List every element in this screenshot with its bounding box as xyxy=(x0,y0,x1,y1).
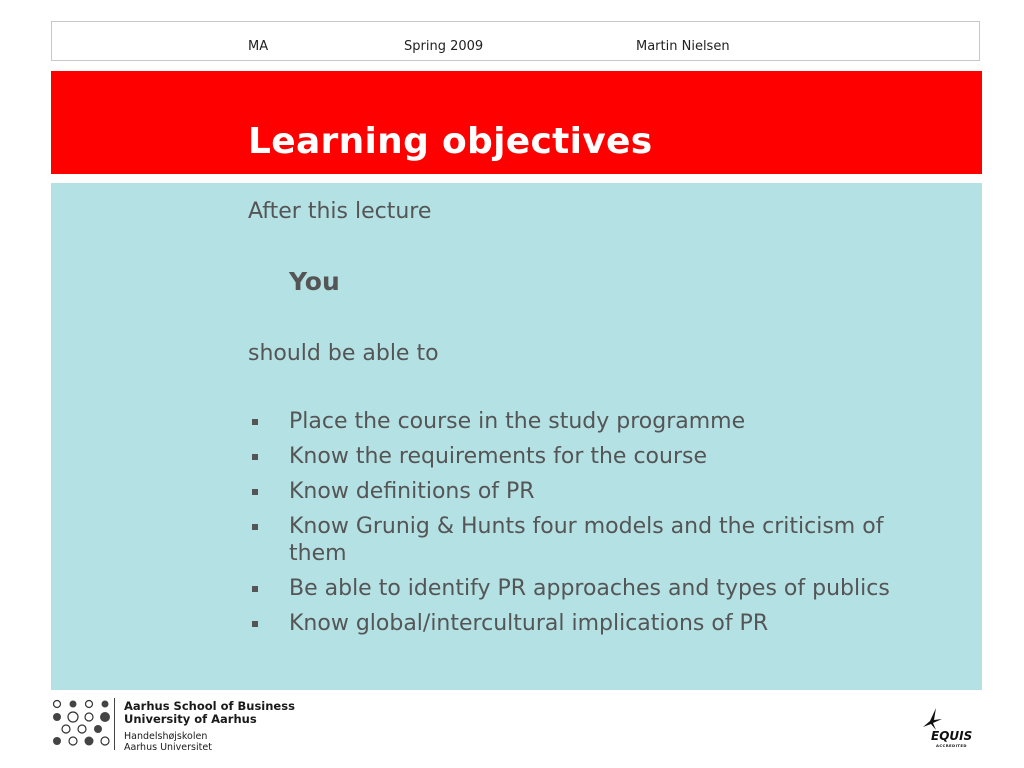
equis-sub-label: ACCREDITED xyxy=(936,743,967,748)
list-item: Know the requirements for the course xyxy=(248,443,928,470)
list-item: Know Grunig & Hunts four models and the criticism of them xyxy=(248,513,928,567)
bullet-square-icon xyxy=(252,454,258,460)
equis-accreditation-logo xyxy=(916,705,976,750)
list-item: Know global/intercultural implications of PR xyxy=(248,610,928,637)
slide-title: Learning objectives xyxy=(248,121,653,162)
bullet-square-icon xyxy=(252,419,258,425)
bullet-square-icon xyxy=(252,586,258,592)
bullet-square-icon xyxy=(252,621,258,627)
intro-text: After this lecture xyxy=(248,199,432,224)
school-danish-line2: Aarhus Universitet xyxy=(124,742,212,753)
objectives-list xyxy=(248,408,928,645)
university-logo-icon xyxy=(52,699,112,751)
equis-label: EQUIS xyxy=(931,729,973,743)
bullet-square-icon xyxy=(252,524,258,530)
header-course: MA xyxy=(248,39,269,54)
slide-header xyxy=(51,21,980,61)
slide-content xyxy=(51,183,982,690)
header-term: Spring 2009 xyxy=(404,39,484,54)
list-item: Be able to identify PR approaches and types of publics xyxy=(248,575,928,602)
bullet-square-icon xyxy=(252,489,258,495)
school-name-line1: Aarhus School of Business xyxy=(124,699,295,713)
list-item: Place the course in the study programme xyxy=(248,408,928,435)
title-band xyxy=(51,71,982,174)
subject-text: You xyxy=(289,267,340,296)
header-author: Martin Nielsen xyxy=(636,39,730,54)
lead-text: should be able to xyxy=(248,341,439,366)
equis-swoosh-icon xyxy=(923,708,942,730)
list-item: Know definitions of PR xyxy=(248,478,928,505)
school-danish-line1: Handelshøjskolen xyxy=(124,731,208,742)
footer-divider xyxy=(114,698,115,750)
school-name-line2: University of Aarhus xyxy=(124,712,257,726)
